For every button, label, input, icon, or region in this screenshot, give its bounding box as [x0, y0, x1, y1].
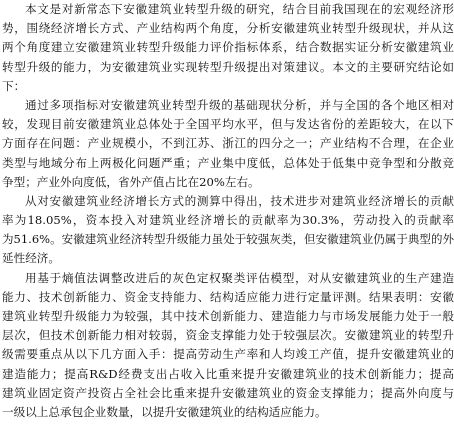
text-line: 两个角度建立安徽建筑业转型升级能力评价指标体系，结合数据实证分析安徽建筑业: [2, 40, 454, 55]
text-line: 率为18.05%，资本投入对建筑业经济增长的贡献率为30.3%，劳动投入的贡献率: [2, 213, 454, 228]
text-line: 通过多项指标对安徽建筑业转型升级的基础现状分析，并与全国的各个地区相对: [25, 97, 454, 112]
text-line: 层次，但技术创新能力相对较弱，资金支撑能力处于较强层次。安徽建筑业的转型升: [2, 328, 454, 343]
text-line: 建造能力；提高R&D经费支出占收入比重来提升安徽建筑业的技术创新能力；提高: [2, 366, 454, 381]
paragraph-growth-mode: [2, 192, 454, 269]
text-line: 争型；产业外向度低，省外产值占比在20%左右。: [2, 174, 260, 189]
paragraph-status-analysis: [2, 96, 454, 192]
text-line: 用基于熵值法调整改进后的灰色定权聚类评估模型，对从安徽建筑业的生产建造: [25, 270, 454, 285]
text-line: 方面存在问题：产业规模小，不到江苏、浙江的四分之一；产业结构不合理，在企业: [2, 136, 454, 151]
text-line: 级需要重点从以下几方面入手：提高劳动生产率和人均竣工产值，提升安徽建筑业的: [2, 347, 454, 362]
text-line: 为51.6%。安徽建筑业经济转型升级能力虽处于较强灰类，但安徽建筑业仍属于典型的外: [2, 232, 454, 247]
text-line: 类型与地域分布上两极化问题严重；产业集中度低，总体处于低集中竞争型和分散竞: [2, 155, 454, 170]
paragraph-intro: [2, 0, 454, 96]
text-line: 能力、技术创新能力、资金支持能力、结构适应能力进行定量评测。结果表明：安徽: [2, 289, 454, 304]
text-line: 势，围绕经济增长方式、产业结构两个角度，分析安徽建筑业转型升级现状，并从这: [2, 21, 454, 36]
text-line: 建筑业固定资产投资占全社会比重来提升安徽建筑业的资金支撑能力；提高外向度与: [2, 385, 454, 400]
text-line: 从对安徽建筑业经济增长方式的测算中得出，技术进步对建筑业经济增长的贡献: [25, 193, 454, 208]
paragraph-evaluation-model: [2, 269, 454, 423]
text-line: 本文是对新常态下安徽建筑业转型升级的研究，结合目前我国现在的宏观经济形: [25, 2, 454, 16]
text-line: 较，发现目前安徽建筑业总体处于全国平均水平，但与发达省份的差距较大，在以下: [2, 117, 454, 132]
text-line: 建筑业转型升级能力为较强，其中技术创新能力、建造能力与市场发展能力处于一般: [2, 309, 454, 323]
text-line: 转型升级的能力，为安徽建筑业实现转型升级提出对策建议。本文的主要研究结论如: [2, 59, 454, 74]
text-line: 下：: [2, 78, 26, 93]
text-line: 延性经济。: [2, 251, 60, 266]
text-line: 一级以上总承包企业数量，以提升安徽建筑业的结构适应能力。: [2, 404, 327, 419]
